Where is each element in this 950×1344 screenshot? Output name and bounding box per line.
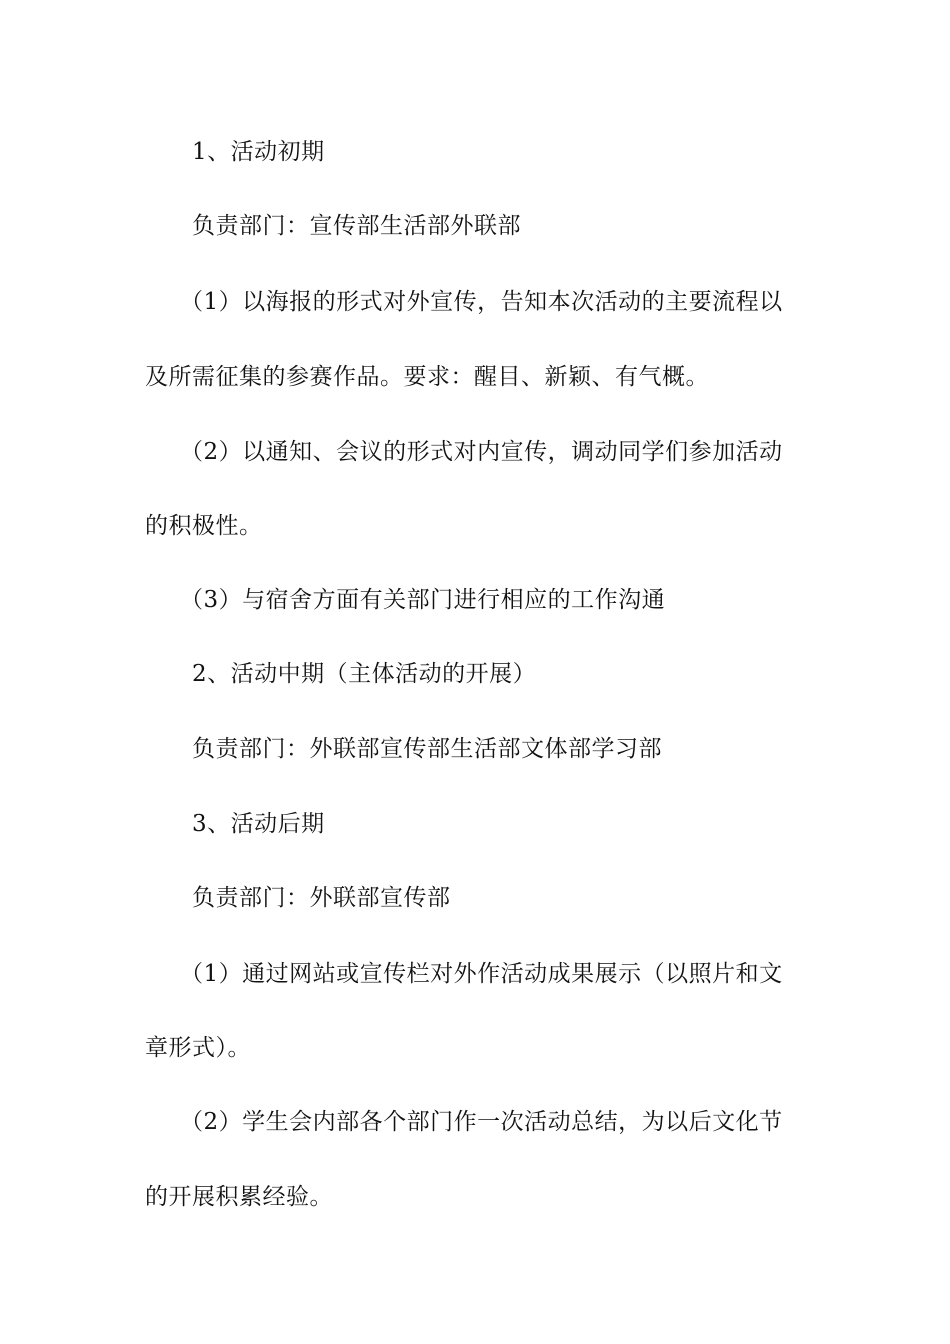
item-1-3: （3）与宿舍方面有关部门进行相应的工作沟通 [180,587,666,613]
item-1-2-line-1: （2）以通知、会议的形式对内宣传，调动同学们参加活动 [180,439,783,465]
item-3-2-line-2: 的开展积累经验。 [145,1184,333,1210]
item-3-1-line-2: 章形式）。 [145,1035,251,1061]
item-3-1-line-1: （1）通过网站或宣传栏对外作活动成果展示（以照片和文 [180,961,783,987]
item-1-1-line-1: （1）以海报的形式对外宣传，告知本次活动的主要流程以 [180,289,783,315]
item-3-2-line-1: （2）学生会内部各个部门作一次活动总结，为以后文化节 [180,1109,783,1135]
item-1-2-line-2: 的积极性。 [145,513,263,539]
responsible-dept-phase-3: 负责部门：外联部宣传部 [192,885,451,911]
heading-phase-2: 2、活动中期（主体活动的开展） [192,661,537,687]
item-1-1-line-2: 及所需征集的参赛作品。要求：醒目、新颖、有气概。 [145,364,709,390]
heading-phase-1: 1、活动初期 [192,139,325,165]
responsible-dept-phase-2: 负责部门：外联部宣传部生活部文体部学习部 [192,736,662,762]
responsible-dept-phase-1: 负责部门：宣传部生活部外联部 [192,213,521,239]
heading-phase-3: 3、活动后期 [192,811,325,837]
